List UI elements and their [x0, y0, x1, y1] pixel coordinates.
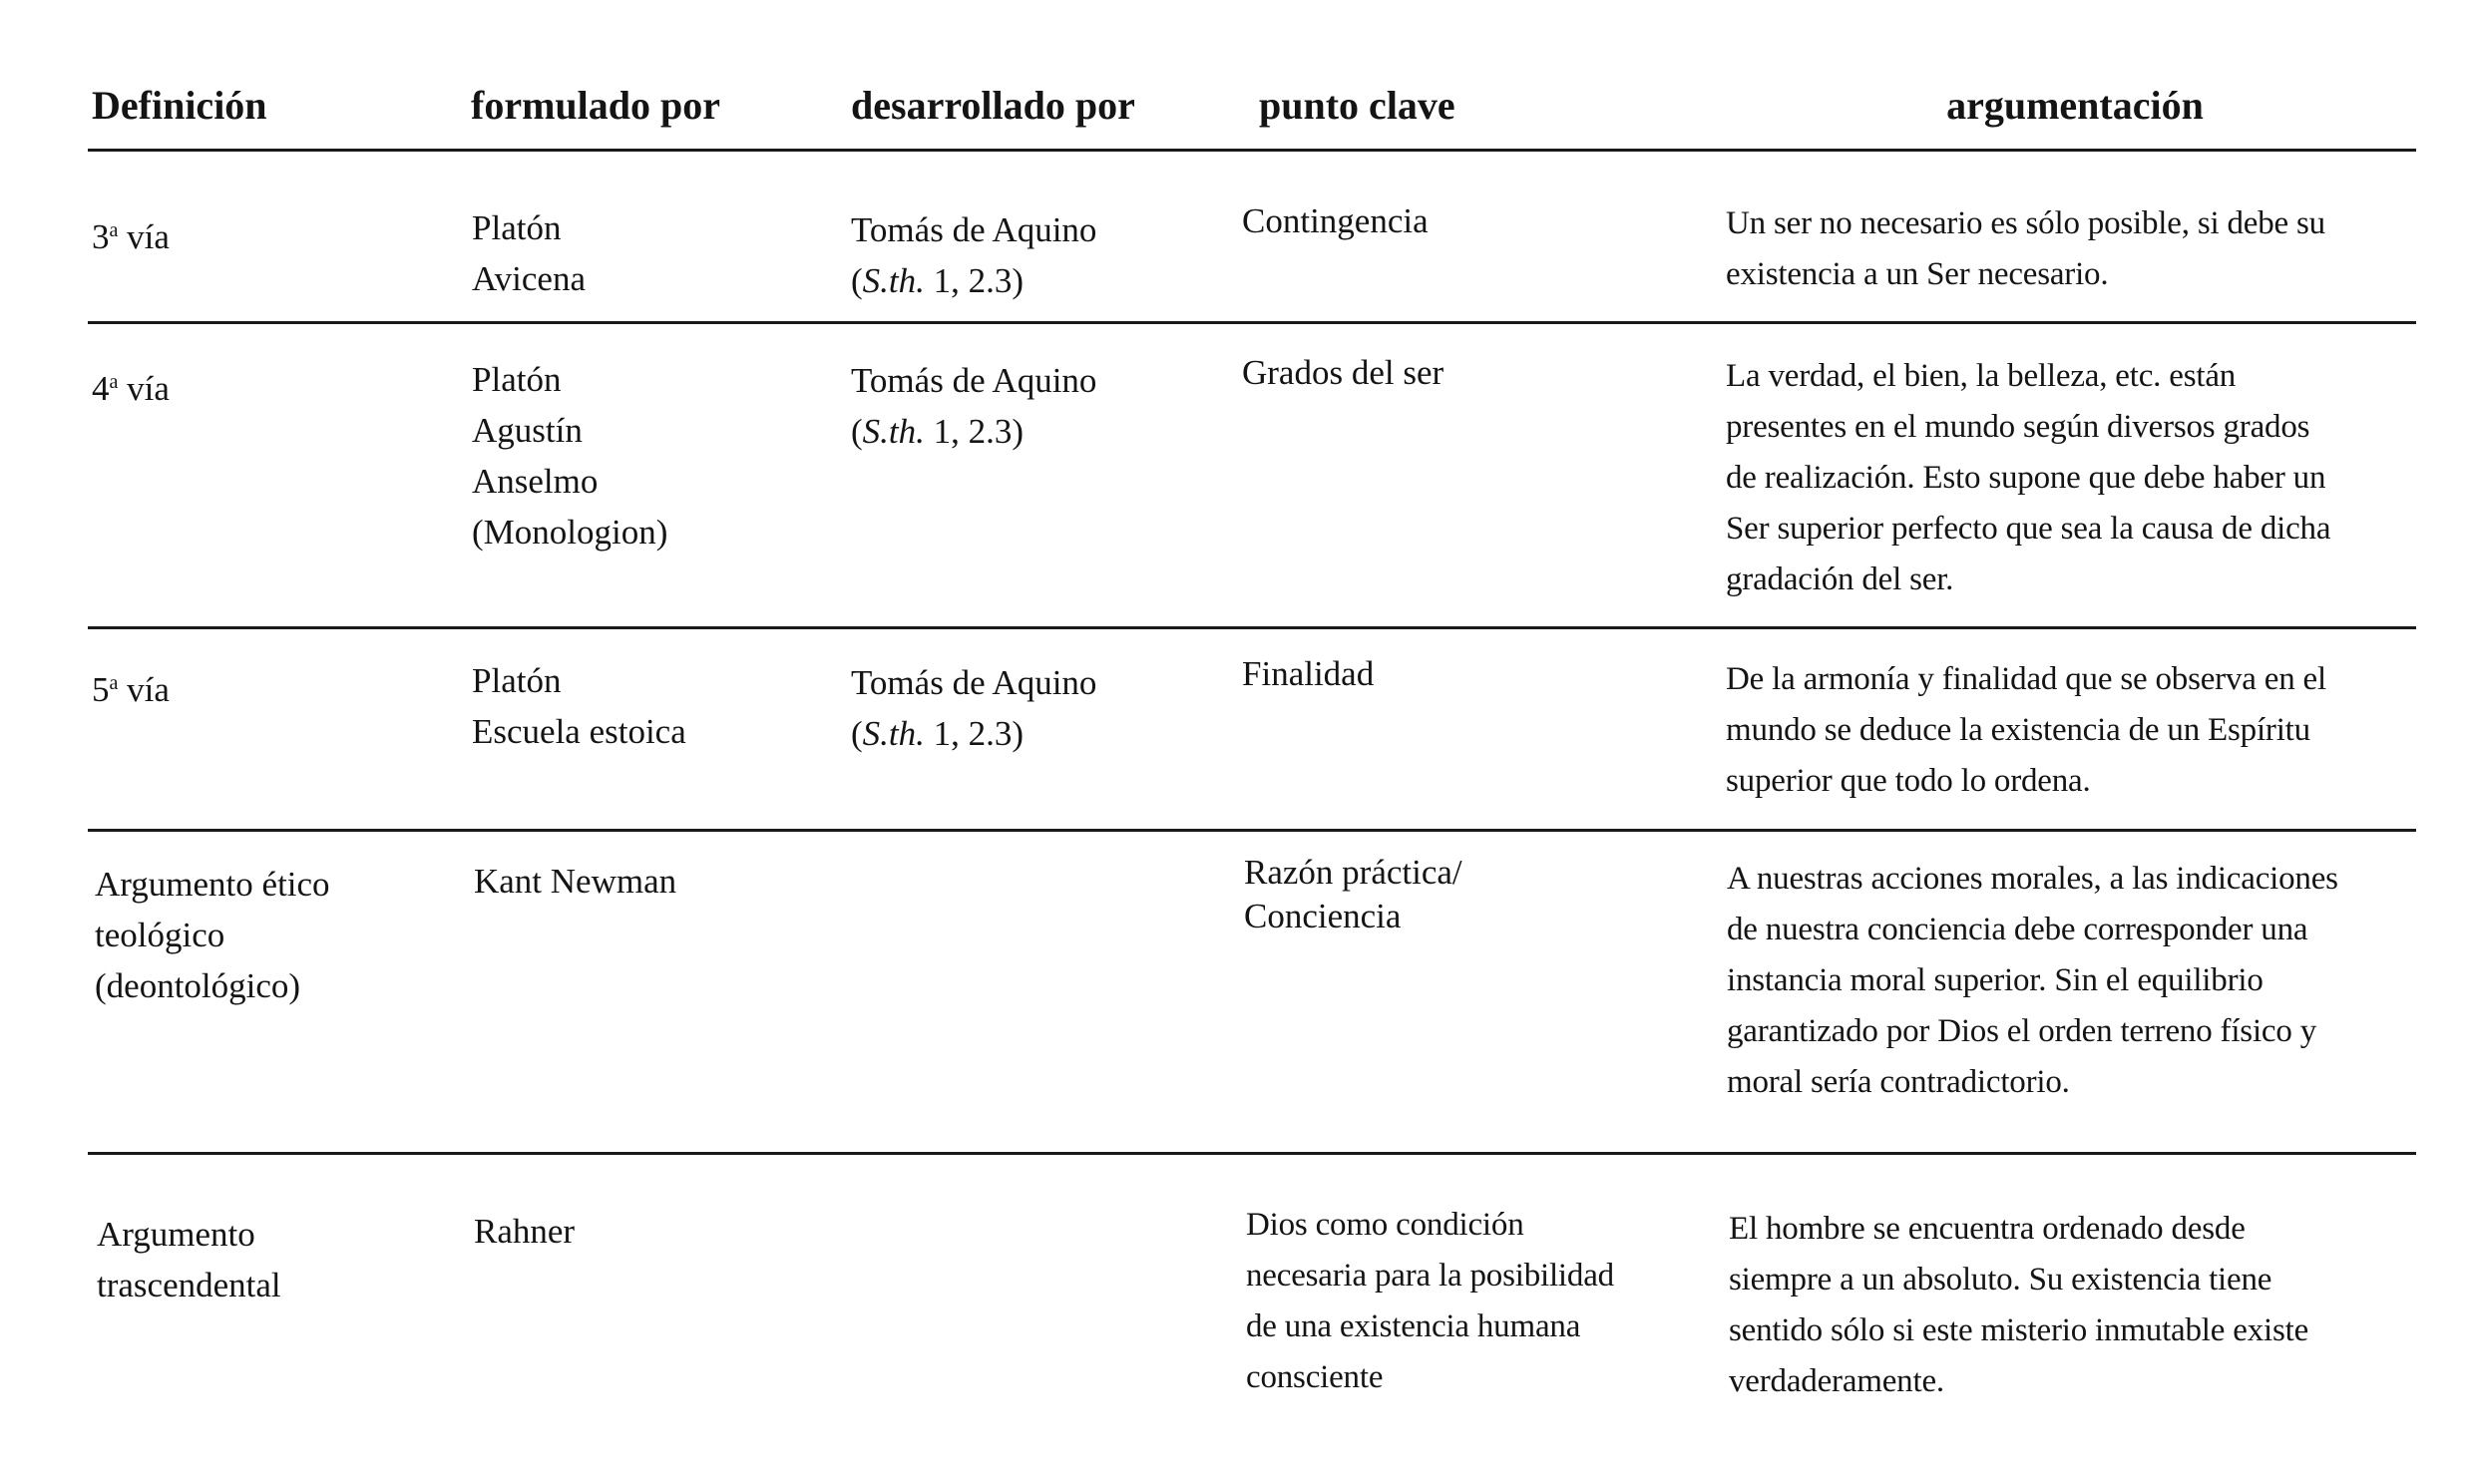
row-2-definition: 4$^a$ vía [92, 369, 170, 408]
row-3-formulated-by: Platón Escuela estoica [472, 661, 686, 751]
row-2-developed-by: Tomás de Aquino (S.th. 1, 2.3) [851, 361, 1097, 451]
row-divider [88, 829, 2416, 832]
row-4-definition: Argumento ético teológico (deontológico) [95, 865, 330, 1005]
row-2-key-point: Grados del ser [1242, 353, 1444, 392]
row-5-formulated-by: Rahner [474, 1212, 576, 1251]
row-3-key-point: Finalidad [1242, 654, 1375, 693]
row-5-definition: Argumento trascendental [97, 1215, 281, 1304]
row-3-argumentation: De la armonía y finalidad que se observa en el mundo se deduce la existencia de un Espíritu superior que todo lo ordena. [1726, 661, 2326, 799]
header-argumentation: argumentación [1946, 83, 2204, 128]
row-5-key-point: Dios como condición necesaria para la posibilidad de una existencia humana consciente [1246, 1207, 1614, 1395]
row-4-argumentation: A nuestras acciones morales, a las indicaciones de nuestra conciencia debe corresponder una instancia moral superior. Sin el equilibrio garantizado por Dios el orden terreno físico y moral sería contradictorio. [1727, 861, 2338, 1100]
row-divider [88, 1152, 2416, 1155]
row-4-key-point: Razón práctica/ Conciencia [1244, 853, 1462, 935]
row-1-argumentation: Un ser no necesario es sólo posible, si debe su existencia a un Ser necesario. [1726, 205, 2325, 292]
row-divider [88, 321, 2416, 324]
row-1-key-point: Contingencia [1242, 201, 1429, 240]
row-1-formulated-by: Platón Avicena [472, 208, 587, 298]
row-1-developed-by: Tomás de Aquino (S.th. 1, 2.3) [851, 210, 1097, 300]
row-2-argumentation: La verdad, el bien, la belleza, etc. están presentes en el mundo según diversos grados de realización. Esto supone que debe haber un Ser superior perfecto que sea la causa de dicha gradación del ser. [1726, 358, 2331, 597]
row-2-formulated-by: Platón Agustín Anselmo (Monologion) [472, 360, 668, 552]
header-rule [88, 149, 2416, 152]
header-formulated-by: formulado por [471, 83, 720, 128]
row-1-definition: 3$^a$ vía [92, 217, 170, 256]
header-definition: Definición [92, 83, 267, 128]
row-4-formulated-by: Kant Newman [474, 862, 677, 901]
header-key-point: punto clave [1259, 83, 1455, 128]
header-developed-by: desarrollado por [851, 83, 1135, 128]
row-5-argumentation: El hombre se encuentra ordenado desde siempre a un absoluto. Su existencia tiene sentido sólo si este misterio inmutable existe verdaderamente. [1729, 1211, 2309, 1399]
row-3-developed-by: Tomás de Aquino (S.th. 1, 2.3) [851, 663, 1097, 753]
row-3-definition: 5$^a$ vía [92, 670, 170, 709]
row-divider [88, 626, 2416, 629]
